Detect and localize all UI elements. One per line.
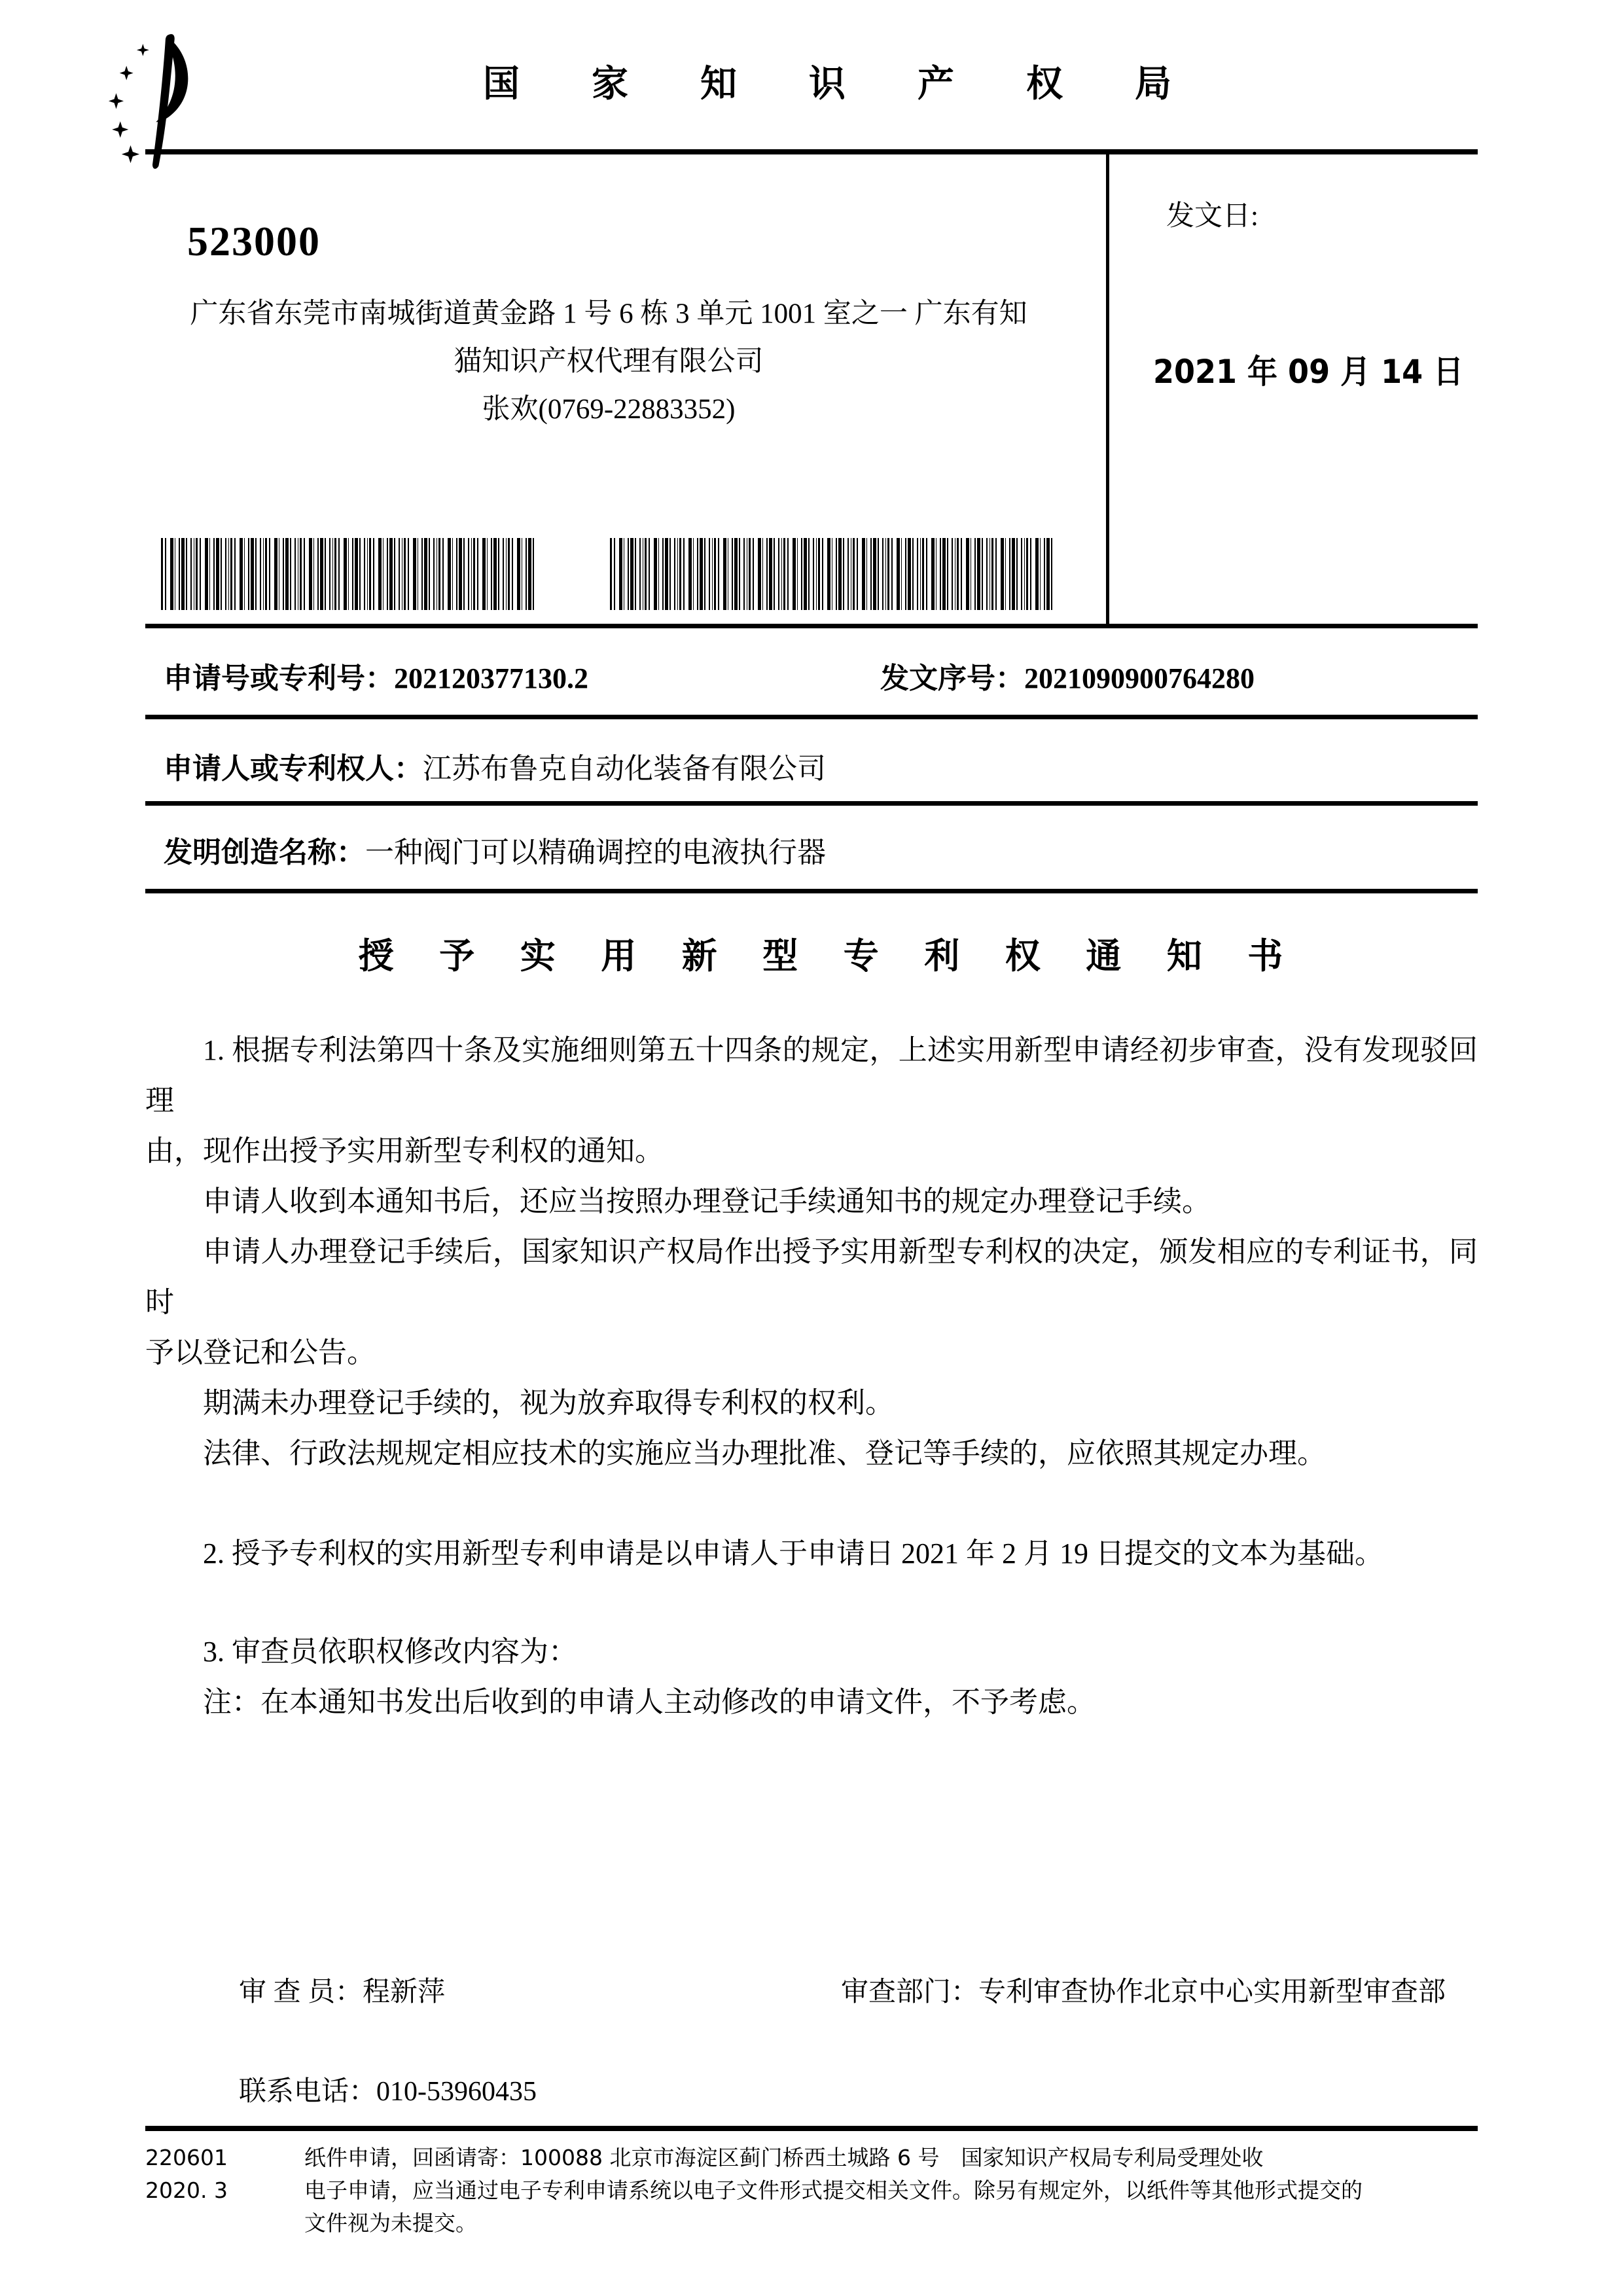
dispatch-number-value: 2021090900764280 xyxy=(1024,662,1255,694)
applicant-row xyxy=(164,745,826,787)
divider-rule xyxy=(145,624,1478,628)
notice-body xyxy=(145,1025,1478,1727)
examiner-label: 审 查 员： xyxy=(239,1977,363,2007)
phone-value: 010-53960435 xyxy=(376,2077,537,2107)
application-number-label: 申请号或专利号： xyxy=(164,662,394,694)
dispatch-date-label: 发文日: xyxy=(1166,201,1258,232)
barcode xyxy=(161,538,534,610)
body-line: 2. 授予专利权的实用新型专利申请是以申请人于申请日 2021 年 2 月 19 日提交的文本为基础。 xyxy=(203,1537,1383,1570)
footer-instructions xyxy=(304,2142,1495,2240)
divider-rule xyxy=(145,801,1478,806)
application-number-value: 202120377130.2 xyxy=(394,662,588,694)
form-version: 2020. 3 xyxy=(145,2178,228,2203)
form-code-block xyxy=(145,2142,228,2207)
invention-name-value: 一种阀门可以精确调控的电液执行器 xyxy=(365,836,826,869)
dispatch-number-row xyxy=(880,655,1255,696)
applicant-label: 申请人或专利权人： xyxy=(164,753,423,785)
footer-line: 文件视为未提交。 xyxy=(304,2210,477,2236)
examiner-value: 程新萍 xyxy=(363,1977,446,2007)
phone-row xyxy=(239,2070,537,2109)
body-line: 由，现作出授予实用新型专利权的通知。 xyxy=(145,1135,664,1167)
body-line: 注：在本通知书发出后收到的申请人主动修改的申请文件，不予考虑。 xyxy=(203,1686,1096,1718)
address-line-2: 猫知识产权代理有限公司 xyxy=(454,346,764,377)
footer-line: 电子申请，应当通过电子专利申请系统以电子文件形式提交相关文件。除另有规定外，以纸件等其他形式提交的 xyxy=(304,2178,1363,2203)
body-line: 予以登记和公告。 xyxy=(145,1336,376,1369)
body-line: 法律、行政法规规定相应技术的实施应当办理批准、登记等手续的，应依照其规定办理。 xyxy=(203,1437,1326,1469)
barcode xyxy=(610,538,1055,610)
invention-name-row xyxy=(164,829,826,870)
recipient-address-block xyxy=(157,290,1060,433)
divider-rule xyxy=(145,715,1478,719)
dispatch-number-label: 发文序号： xyxy=(880,662,1024,694)
department-label: 审查部门： xyxy=(841,1977,979,2007)
vertical-divider xyxy=(1106,149,1109,627)
dispatch-date-value: 2021 年 09 月 14 日 xyxy=(1153,353,1464,391)
department-row xyxy=(841,1970,1446,2009)
phone-label: 联系电话： xyxy=(239,2077,377,2107)
agency-title: 国 家 知 识 产 权 局 xyxy=(483,64,1203,105)
body-line: 申请人收到本通知书后，还应当按照办理登记手续通知书的规定办理登记手续。 xyxy=(203,1185,1211,1217)
body-line: 3. 审查员依职权修改内容为： xyxy=(203,1636,577,1668)
invention-name-label: 发明创造名称： xyxy=(164,836,365,869)
divider-rule xyxy=(145,889,1478,893)
contact-line: 张欢(0769-22883352) xyxy=(482,394,736,425)
application-number-row xyxy=(164,655,588,696)
body-line: 申请人办理登记手续后，国家知识产权局作出授予实用新型专利权的决定，颁发相应的专利证书，同时 xyxy=(145,1236,1478,1318)
header-rule xyxy=(145,149,1478,154)
footer-rule xyxy=(145,2126,1478,2131)
department-value: 专利审查协作北京中心实用新型审查部 xyxy=(978,1977,1446,2007)
body-line: 1. 根据专利法第四十条及实施细则第五十四条的规定，上述实用新型申请经初步审查，没有发现驳回理 xyxy=(145,1034,1478,1117)
postal-code: 523000 xyxy=(187,218,321,264)
notice-title: 授 予 实 用 新 型 专 利 权 通 知 书 xyxy=(358,937,1302,976)
body-line: 期满未办理登记手续的，视为放弃取得专利权的权利。 xyxy=(203,1387,894,1419)
form-code: 220601 xyxy=(145,2145,228,2170)
address-line-1: 广东省东莞市南城街道黄金路 1 号 6 栋 3 单元 1001 室之一 广东有知 xyxy=(190,298,1027,329)
applicant-value: 江苏布鲁克自动化装备有限公司 xyxy=(423,753,826,785)
footer-line: 纸件申请，回函请寄：100088 北京市海淀区蓟门桥西土城路 6 号 国家知识产权局专利局受理处收 xyxy=(304,2145,1264,2170)
examiner-row xyxy=(239,1970,445,2009)
